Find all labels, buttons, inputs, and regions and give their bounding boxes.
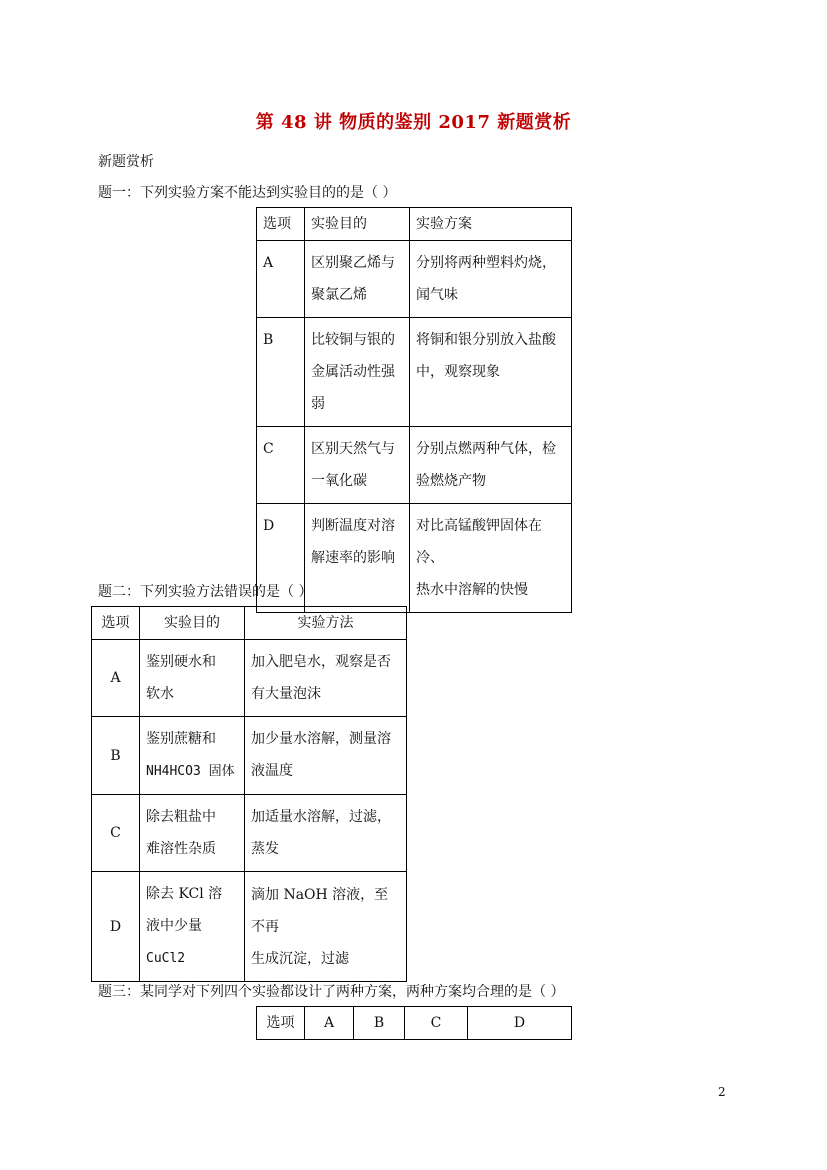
option-cell: A <box>257 241 305 318</box>
option-cell: C <box>257 427 305 504</box>
method-cell: 加少量水溶解，测量溶 液温度 <box>245 717 407 795</box>
page-title: 第 48 讲 物质的鉴别 2017 新题赏析 <box>255 112 572 133</box>
method-cell: 滴加 NaOH 溶液，至不再 生成沉淀，过滤 <box>245 872 407 982</box>
plan-cell: 分别点燃两种气体，检 验燃烧产物 <box>410 427 572 504</box>
table-row <box>92 795 407 872</box>
table-header-cell: B <box>354 1007 405 1040</box>
table-header-row <box>257 208 572 241</box>
question-1-table <box>256 207 572 613</box>
purpose-cell: 区别聚乙烯与 聚氯乙烯 <box>305 241 410 318</box>
table-header-cell: 实验方案 <box>410 208 572 241</box>
purpose-cell: 比较铜与银的 金属活动性强 弱 <box>305 318 410 427</box>
option-cell: D <box>92 872 140 982</box>
table-header-row <box>257 1007 572 1040</box>
question-1-stem: 题一：下列实验方案不能达到实验目的的是（ ） <box>98 185 397 201</box>
question-3-table <box>256 1006 572 1040</box>
table-header-row <box>92 607 407 640</box>
purpose-cell: 鉴别硬水和 软水 <box>140 640 245 717</box>
plan-cell: 对比高锰酸钾固体在冷、 热水中溶解的快慢 <box>410 504 572 613</box>
purpose-cell: 鉴别蔗糖和 NH4HCO3 固体 <box>140 717 245 795</box>
method-cell: 加入肥皂水，观察是否 有大量泡沫 <box>245 640 407 717</box>
plan-cell: 将铜和银分别放入盐酸 中，观察现象 <box>410 318 572 427</box>
table-header-cell: A <box>305 1007 354 1040</box>
question-2-table <box>91 606 407 982</box>
table-row <box>257 318 572 427</box>
table-header-cell: 选项 <box>257 1007 305 1040</box>
table-row <box>257 427 572 504</box>
table-header-cell: D <box>468 1007 572 1040</box>
table-row <box>92 872 407 982</box>
section-label: 新题赏析 <box>98 154 154 170</box>
plan-cell: 分别将两种塑料灼烧， 闻气味 <box>410 241 572 318</box>
purpose-cell: 区别天然气与 一氧化碳 <box>305 427 410 504</box>
table-header-cell: 实验目的 <box>140 607 245 640</box>
table-header-cell: 选项 <box>92 607 140 640</box>
table-row <box>92 640 407 717</box>
option-cell: B <box>92 717 140 795</box>
option-cell: B <box>257 318 305 427</box>
question-2-stem: 题二：下列实验方法错误的是（ ） <box>98 584 313 600</box>
table-header-cell: 选项 <box>257 208 305 241</box>
option-cell: D <box>257 504 305 613</box>
method-cell: 加适量水溶解，过滤， 蒸发 <box>245 795 407 872</box>
purpose-cell: 除去粗盐中 难溶性杂质 <box>140 795 245 872</box>
option-cell: C <box>92 795 140 872</box>
purpose-cell: 除去 KCl 溶 液中少量 CuCl2 <box>140 872 245 982</box>
table-row <box>257 241 572 318</box>
option-cell: A <box>92 640 140 717</box>
table-row <box>92 717 407 795</box>
question-3-stem: 题三：某同学对下列四个实验都设计了两种方案，两种方案均合理的是（ ） <box>98 984 565 1000</box>
table-header-cell: C <box>405 1007 468 1040</box>
page-number: 2 <box>718 1085 726 1099</box>
table-header-cell: 实验目的 <box>305 208 410 241</box>
table-header-cell: 实验方法 <box>245 607 407 640</box>
purpose-cell: 判断温度对溶 解速率的影响 <box>305 504 410 613</box>
